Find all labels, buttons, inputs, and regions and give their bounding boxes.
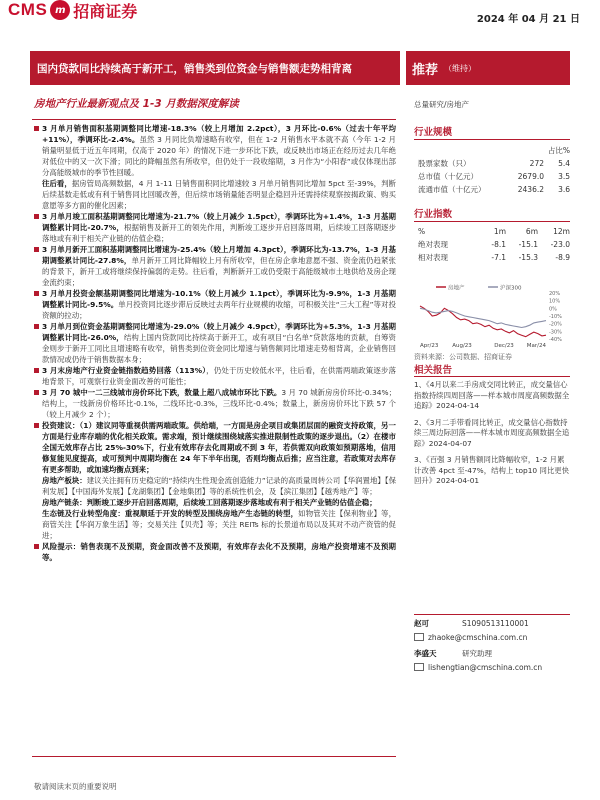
profile-row <box>418 157 570 170</box>
paragraph-text: 建议关注拥有历史稳定的“持续内生性现金流创造能力”记录的高质量周转公司【华润置地】【保利发展】【中国海外发展】【龙湖集团】【金地集团】等的系统性机会，及【滨江集团】【越秀地产】等； <box>42 476 396 496</box>
series-line <box>420 308 546 327</box>
profile-value: 272 <box>529 159 544 168</box>
paragraph-lead: 往后看， <box>42 179 72 188</box>
body-paragraph <box>32 365 396 387</box>
mail-icon <box>414 663 424 671</box>
paragraph-text: ，仍处于历史较低水平，往后看，在供需两端政策逐步落地背景下，可观察行业资金面改善的可能性； <box>42 366 396 386</box>
paragraph-lead: 3 月 70 城中一二三线城市房价环比下跌，数量上超八成城市环比下跌。 <box>42 388 282 397</box>
report-category: 总量研究/房地产 <box>414 100 470 109</box>
paragraph-lead: 3 月单月新开工面积基期调整同比增速为-25.4%（较上月增加 4.3pct），季调环比为-13.7%，1-3 月基期调整累计同比-27.8%， <box>42 245 396 265</box>
y-tick-label: 10% <box>549 298 561 305</box>
legend-label: 房地产 <box>448 285 465 292</box>
body-paragraph <box>32 475 396 497</box>
body-paragraph <box>32 211 396 244</box>
profile-row <box>418 183 570 196</box>
paragraph-lead: 3 月单月到位资金基期调整同比增速为-29.0%（较上月减少 4.9pct），季调环比为+5.3%，1-3 月基期调整累计同比-26.0%， <box>42 322 396 342</box>
body-paragraph <box>32 420 396 475</box>
report-date: 2024 年 04 月 21 日 <box>476 14 580 25</box>
profile-pct: 3.6 <box>558 185 570 194</box>
logo-text-cn: 招商证券 <box>73 1 138 21</box>
index-c2: -15.3 <box>518 253 538 262</box>
x-tick-label: Mar/24 <box>526 343 546 349</box>
profile-row <box>418 170 570 183</box>
body-paragraph <box>32 497 396 508</box>
report-title: 国内贷款同比持续高于新开工，销售类到位资金与销售额走势相背离 <box>37 62 352 75</box>
paragraph-lead: 房地产板块： <box>42 476 87 485</box>
analyst-row <box>414 617 570 629</box>
page-header <box>0 0 600 32</box>
paragraph-lead: 3 月单月投资金额基期调整同比增速为-10.1%（较上月减少 1.1pct），季调环比为-9.9%，1-3 月基期调整累计同比-9.5%。 <box>42 289 396 309</box>
analyst-email-row <box>414 631 570 643</box>
index-c2: -15.1 <box>518 240 538 249</box>
company-logo <box>8 0 137 20</box>
profile-header-row <box>418 144 570 157</box>
body-paragraph <box>32 178 396 211</box>
paragraph-text: 单月投资同比逐步滞后反映过去两年行业规模的收缩，可积极关注“三大工程”等对投资额的拉动； <box>42 300 396 320</box>
y-tick-label: -20% <box>549 321 562 328</box>
analyst-name: 李盛天 <box>414 648 437 658</box>
y-tick-label: -40% <box>549 337 562 343</box>
paragraph-text: 单月新开工同比降幅较上月有所收窄，但在房企拿地意愿不强、资金流仍趋紧张的背景下，新开工或将继续保持偏弱的走势。往后看，判断新开工或仍受限于高能级城市土地供给及房企现金流约束； <box>42 256 396 287</box>
paragraph-lead: 3 月末房地产行业资金链指数趋势回落（113%） <box>42 366 207 375</box>
series-line <box>420 306 546 337</box>
y-tick-label: 20% <box>549 291 561 297</box>
analyst-id: S1090513110001 <box>462 618 529 628</box>
body-paragraph <box>32 288 396 321</box>
paragraph-lead: 3 月单月销售面积基期调整同比增速-18.3%（较上月增加 2.2pct），3 月环比-0.6%（过去十年平均+11%），季调环比-2.4%。 <box>42 124 396 144</box>
index-header-6m: 6m <box>525 227 538 236</box>
paragraph-text: 根据销售及新开工的领先作用，判断竣工逐步开启回落周期，后续竣工回落期逐步落地或有利于相关产业链的估值企稳； <box>42 223 396 243</box>
section-divider <box>414 139 570 140</box>
y-tick-label: -30% <box>549 329 562 336</box>
analyst-name: 赵可 <box>414 618 429 628</box>
rating-label: 推荐 <box>412 62 439 78</box>
index-c1: -7.1 <box>491 253 506 262</box>
y-tick-label: -10% <box>549 314 562 320</box>
index-header-unit: % <box>418 227 426 236</box>
index-table <box>418 225 570 264</box>
profile-pct: 3.5 <box>558 172 570 181</box>
index-row <box>418 251 570 264</box>
paragraph-lead: 风险提示：销售表现不及预期，资金面改善不及预期，有效库存去化不及预期，房地产投资增速不及预期等。 <box>42 542 396 562</box>
rating-sub-label: （维持） <box>444 63 477 73</box>
body-paragraph <box>32 541 396 563</box>
body-paragraph <box>32 387 396 420</box>
chart-source: 资料来源：公司数据、招商证券 <box>414 353 512 361</box>
paragraph-lead: 生态链及行业转型角度：重视顺延于开发的转型及围绕房地产生态链的转型， <box>42 509 299 518</box>
analyst-email-row <box>414 661 570 673</box>
profile-label: 股票家数（只） <box>418 159 471 168</box>
index-chart-svg <box>414 283 570 349</box>
profile-table <box>418 144 570 196</box>
paragraph-text: 据房管局高频数据，4 月 1-11 日销售面积同比增速较 3 月单月销售同比增加 5pct 至-39%，判断后续基数走低或有利于销售同比回暖改善，但后续市场销量能否明显企稳回升还需持续观察按揭政策、购买意愿等多方面的催化因素； <box>42 179 396 210</box>
profile-pct: 5.4 <box>558 159 570 168</box>
y-tick-label: 0% <box>549 306 557 313</box>
section-title-related: 相关报告 <box>414 365 453 376</box>
logo-text-en: CMS <box>8 0 48 19</box>
index-row <box>418 238 570 251</box>
report-subtitle: 房地产行业最新观点及 1-3 月数据深度解读 <box>34 98 239 110</box>
x-tick-label: Apr/23 <box>420 343 439 349</box>
related-report-link[interactable]: 3、《百强 3 月销售额同比降幅收窄，1-2 月累计改善 4pct 至-47%，结构上 top10 同比更快回升》2024-04-01 <box>414 455 570 485</box>
section-title-profile: 行业规模 <box>414 127 453 138</box>
index-label: 绝对表现 <box>418 240 448 249</box>
analyst-email[interactable]: zhaoke@cmschina.com.cn <box>428 632 528 642</box>
legend-label: 沪深300 <box>500 285 522 292</box>
index-c3: -23.0 <box>550 240 570 249</box>
profile-label: 流通市值（十亿元） <box>418 185 486 194</box>
paragraph-lead: 3 月单月竣工面积基期调整同比增速为-21.7%（较上月减少 1.5pct），季调环比为+1.4%，1-3 月基期调整累计同比-20.7%， <box>42 212 396 232</box>
index-c1: -8.1 <box>491 240 506 249</box>
report-title-banner <box>30 51 400 85</box>
index-chart <box>414 283 570 349</box>
body-paragraph <box>32 508 396 541</box>
paragraph-text: 如物管关注【保利物业】等，商管关注【华润万象生活】等；交易关注【贝壳】等；关注 REITs 标的长景道布局以及其对不动产资管的促进； <box>42 509 396 540</box>
main-body <box>32 119 396 757</box>
analyst-email[interactable]: lishengtian@cmschina.com.cn <box>428 662 543 672</box>
footer-disclaimer: 敬请阅读末页的重要说明 <box>34 782 117 791</box>
analyst-title: 研究助理 <box>462 648 492 658</box>
logo-mark-icon: m <box>50 0 70 20</box>
x-tick-label: Aug/23 <box>452 343 472 349</box>
mail-icon <box>414 633 424 641</box>
analyst-row <box>414 647 570 659</box>
index-c3: -8.9 <box>555 253 570 262</box>
profile-header-pct: 占比% <box>547 146 570 155</box>
section-divider <box>414 221 570 222</box>
rating-box <box>406 51 570 85</box>
section-title-index: 行业指数 <box>414 209 453 220</box>
paragraph-lead: 投资建议：（1）建议同等重视供需两端政策。供给端，一方面是房企项目或集团层面的融资支持政策，另一方面是行业库存端的优化相关政策。需求端，预计继续围绕城落实推进限制性政策的逐步退出。（2）在楼市全国无效库存占比 25%-30%下，行业有效库存去化周期或不到 3 年，若供需双向政策如预期落地，信用修复能见度提高，或可预判中周期均衡在 24 年下半年出现，否则均衡点后推；应当注意，若政策对去库存有更多帮助，或加速均衡点到来； <box>42 421 396 474</box>
body-paragraph <box>32 244 396 288</box>
body-paragraph <box>32 321 396 365</box>
profile-label: 总市值（十亿元） <box>418 172 478 181</box>
paragraph-text: 虽然 3 月同比负增速略有收窄，但在 1-2 月销售水平本就不高（今年 1-2 月销量明显低于近五年同期，仅高于 2020 年）的情况下进一步环比下跌，或反映出市场正在经历过去几年绝对低位中的又一次下滑；同比的降幅虽然有所收窄，但仍处于一段收缩期，3 月作为“小阳春”或仅体现出部分高能级城市的季节性回暖。 <box>42 135 396 177</box>
paragraph-lead: 房地产链条：判断竣工逐步开启回落周期，后续竣工回落期逐步落地或有利于相关产业链的估值企稳； <box>42 498 377 507</box>
index-header-12m: 12m <box>553 227 570 236</box>
section-divider <box>414 614 570 615</box>
paragraph-text: 3 月 70 城新房房价环比-0.34%；结构上，一线新房价格环比-0.1%，二线环比-0.3%，三线环比-0.4%；数量上，新房房价环比下跌 57 个（较上月减少 2 个）； <box>42 388 396 419</box>
related-report-link[interactable]: 1、《4月以来二手房成交同比转正，成交量信心指数持续四周回落——样本城市周度高频数据全追踪》2024-04-14 <box>414 380 570 410</box>
profile-value: 2436.2 <box>517 185 544 194</box>
x-tick-label: Dec/23 <box>494 343 514 349</box>
index-header-1m: 1m <box>493 227 506 236</box>
related-reports <box>414 380 570 493</box>
section-divider <box>414 376 570 377</box>
body-paragraph <box>32 123 396 178</box>
related-report-link[interactable]: 2、《3月二手带看同比转正，成交量信心指数持续三周边际回落——样本城市周度高频数据全追踪》2024-04-07 <box>414 417 570 448</box>
index-label: 相对表现 <box>418 253 448 262</box>
profile-value: 2679.0 <box>517 172 544 181</box>
paragraph-text: 结构上国内贷款同比持续高于新开工，或有项目“白名单”贷款落地的贡献，自筹资金则步于新开工同比且增速略有收窄，销售类到位资金同比增速与销售额同比增速走势相背离，企业销售回款情况或仍待于销售数据本身； <box>42 333 396 364</box>
index-header-row <box>418 225 570 238</box>
